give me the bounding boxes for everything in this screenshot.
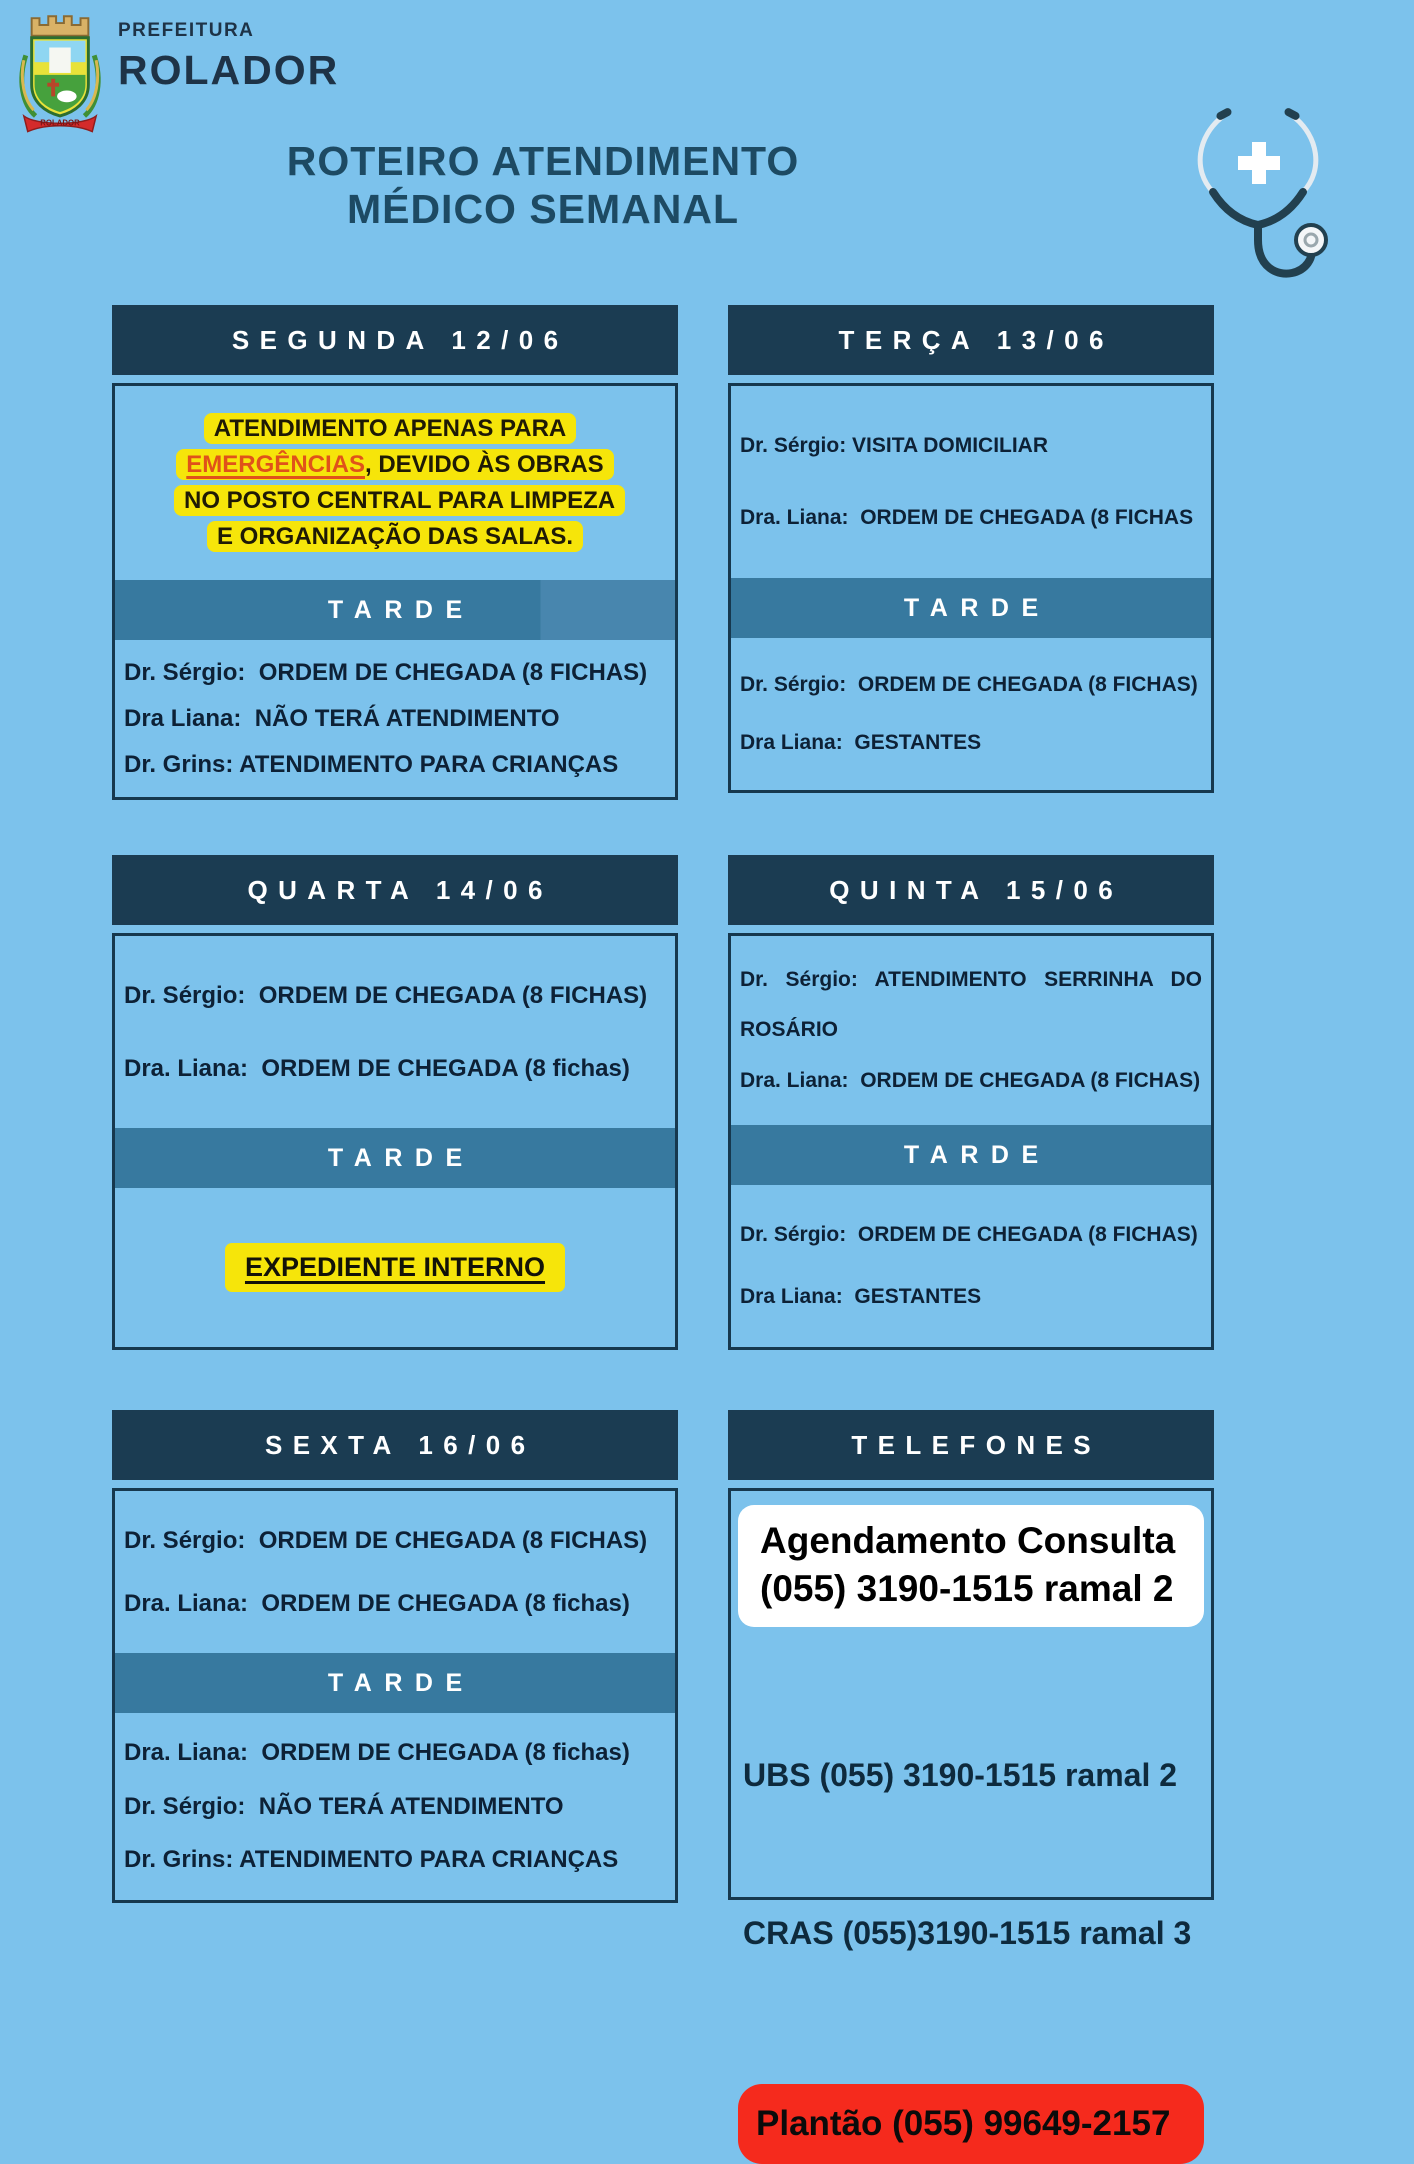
schedule-line: Dr. Sérgio: ATENDIMENTO SERRINHA DO <box>740 968 1202 992</box>
quarta-morning-list <box>115 936 675 1128</box>
page-title-line1: ROTEIRO ATENDIMENTO <box>286 138 800 184</box>
card-header-quinta: QUINTA 15/06 <box>728 855 1214 925</box>
card-header-segunda: SEGUNDA 12/06 <box>112 305 678 375</box>
schedule-line: Dr. Sérgio: ORDEM DE CHEGADA (8 FICHAS) <box>124 981 648 1009</box>
terca-morning-list <box>731 386 1211 578</box>
card-header-telefones: TELEFONES <box>728 1410 1214 1480</box>
card-quinta <box>728 855 1214 1350</box>
agendamento-label: Agendamento Consulta <box>760 1520 1176 1561</box>
telefones-content <box>731 1491 1211 2164</box>
segunda-afternoon-list <box>115 640 675 797</box>
schedule-line: Dra. Liana: ORDEM DE CHEGADA (8 FICHAS <box>740 505 1194 529</box>
plantao-box: Plantão (055) 99649-2157 <box>738 2084 1204 2164</box>
crest-ribbon-text: ROLADOR <box>40 118 80 128</box>
agendamento-box <box>738 1505 1204 1627</box>
schedule-line: Dr. Grins: ATENDIMENTO PARA CRIANÇAS <box>124 1846 619 1874</box>
brand-city-name: ROLADOR <box>118 47 340 93</box>
schedule-line: ROSÁRIO <box>740 1018 839 1042</box>
cras-phone: CRAS (055)3190-1515 ramal 3 <box>743 1915 1192 1952</box>
terca-afternoon-list <box>731 638 1211 790</box>
tarde-bar: TARDE <box>115 1653 675 1713</box>
tarde-bar: TARDE <box>115 1128 675 1188</box>
schedule-line: Dr. Sérgio: ORDEM DE CHEGADA (8 FICHAS) <box>740 1222 1198 1246</box>
schedule-line: Dra. Liana: ORDEM DE CHEGADA (8 FICHAS) <box>740 1068 1201 1092</box>
card-body-sexta <box>112 1488 678 1903</box>
medical-cross-icon <box>1238 142 1280 184</box>
schedule-line: Dr. Sérgio: ORDEM DE CHEGADA (8 FICHAS) <box>740 672 1198 696</box>
stethoscope-icon <box>1182 92 1338 302</box>
card-telefones <box>728 1410 1214 2143</box>
schedule-line: Dr. Sérgio: NÃO TERÁ ATENDIMENTO <box>124 1792 564 1820</box>
brand-text <box>118 6 339 94</box>
card-body-segunda <box>112 383 678 800</box>
schedule-line: Dra. Liana: ORDEM DE CHEGADA (8 fichas) <box>124 1054 630 1082</box>
card-segunda <box>112 305 678 800</box>
card-header-sexta: SEXTA 16/06 <box>112 1410 678 1480</box>
schedule-line: Dra Liana: GESTANTES <box>740 731 982 755</box>
notice-text-pre: ATENDIMENTO APENAS PARA <box>213 415 567 442</box>
page-title <box>213 138 873 234</box>
schedule-line: Dr. Sérgio: ORDEM DE CHEGADA (8 FICHAS) <box>124 658 648 686</box>
page-title-line2: MÉDICO SEMANAL <box>346 185 740 232</box>
schedule-line: Dra Liana: NÃO TERÁ ATENDIMENTO <box>124 704 560 732</box>
schedule-line: Dra. Liana: ORDEM DE CHEGADA (8 fichas) <box>124 1589 630 1617</box>
emergency-notice <box>115 386 675 580</box>
tarde-bar: TARDE <box>731 1125 1211 1185</box>
city-crest-logo-icon <box>16 6 104 139</box>
card-quarta <box>112 855 678 1350</box>
card-body-terca <box>728 383 1214 793</box>
agendamento-phone: (055) 3190-1515 ramal 2 <box>760 1568 1174 1610</box>
sexta-morning-list <box>115 1491 675 1653</box>
card-body-quarta <box>112 933 678 1350</box>
card-terca <box>728 305 1214 793</box>
phone-lines <box>738 1643 1204 2065</box>
tarde-bar: TARDE <box>115 580 675 640</box>
schedule-line: Dra Liana: GESTANTES <box>740 1284 982 1308</box>
card-sexta <box>112 1410 678 1903</box>
sexta-afternoon-list <box>115 1713 675 1900</box>
schedule-line: Dra. Liana: ORDEM DE CHEGADA (8 fichas) <box>124 1739 630 1767</box>
card-body-telefones <box>728 1488 1214 2143</box>
card-header-terca: TERÇA 13/06 <box>728 305 1214 375</box>
schedule-line: Dr. Sérgio: VISITA DOMICILIAR <box>740 433 1049 457</box>
card-header-quarta: QUARTA 14/06 <box>112 855 678 925</box>
card-body-quinta <box>728 933 1214 1350</box>
notice-text-post: , DEVIDO ÀS OBRAS NO POSTO CENTRAL PARA LIMPEZA E ORGANIZAÇÃO DAS SALAS. <box>184 451 616 550</box>
notice-emergency-word: EMERGÊNCIAS <box>186 451 365 478</box>
tarde-bar: TARDE <box>731 578 1211 638</box>
quinta-afternoon-list <box>731 1185 1211 1347</box>
expediente-interno-badge: EXPEDIENTE INTERNO <box>225 1243 565 1292</box>
brand-header <box>16 6 339 139</box>
quinta-morning-list <box>731 936 1211 1125</box>
brand-prefeitura-label: PREFEITURA <box>118 20 255 41</box>
ubs-phone: UBS (055) 3190-1515 ramal 2 <box>743 1756 1178 1793</box>
schedule-line: Dr. Grins: ATENDIMENTO PARA CRIANÇAS <box>124 750 619 778</box>
schedule-line: Dr. Sérgio: ORDEM DE CHEGADA (8 FICHAS) <box>124 1526 648 1554</box>
quarta-afternoon-area <box>115 1188 675 1347</box>
